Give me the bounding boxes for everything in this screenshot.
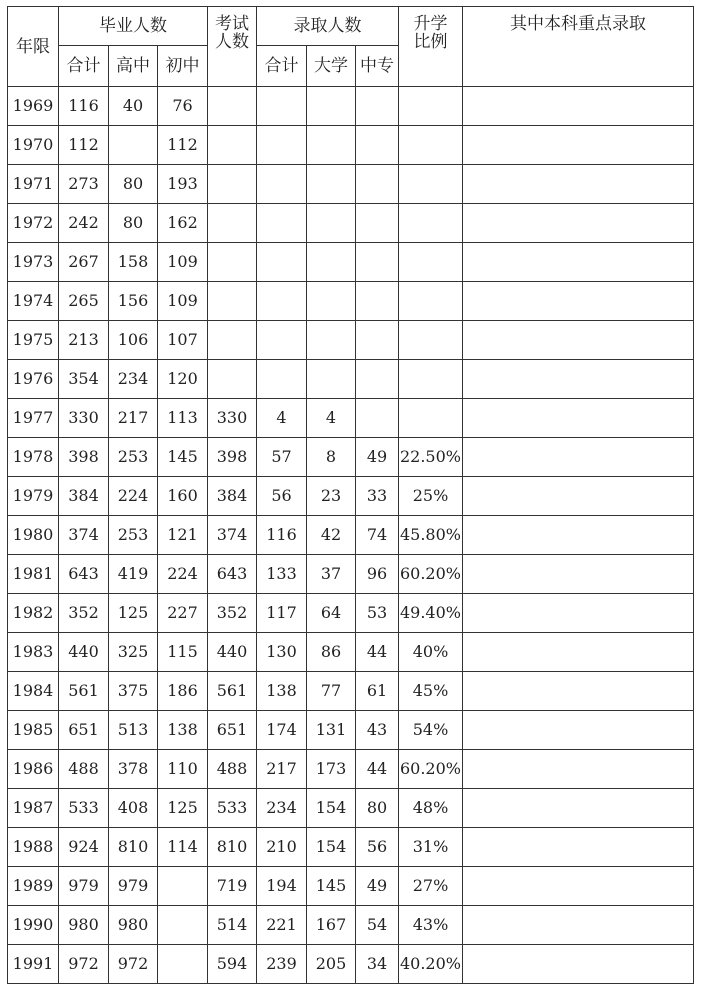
key-admission-cell — [463, 711, 694, 750]
grad-junior-cell: 145 — [158, 438, 208, 477]
header-exam-count — [208, 7, 257, 87]
table-row — [8, 555, 694, 594]
ratio-cell: 60.20% — [399, 555, 463, 594]
grad-senior-cell: 80 — [109, 165, 158, 204]
adm-total-cell: 138 — [257, 672, 307, 711]
ratio-cell: 43% — [399, 906, 463, 945]
key-admission-cell — [463, 282, 694, 321]
grad-senior-cell: 106 — [109, 321, 158, 360]
adm-university-cell — [307, 360, 356, 399]
adm-vocational-cell — [356, 321, 399, 360]
exam-count-cell: 514 — [208, 906, 257, 945]
ratio-cell: 45.80% — [399, 516, 463, 555]
adm-vocational-cell — [356, 360, 399, 399]
year-cell: 1989 — [8, 867, 59, 906]
grad-total-cell: 265 — [59, 282, 109, 321]
table-row — [8, 828, 694, 867]
adm-total-cell: 217 — [257, 750, 307, 789]
grad-junior-cell: 112 — [158, 126, 208, 165]
grad-total-cell: 384 — [59, 477, 109, 516]
exam-count-cell — [208, 243, 257, 282]
exam-count-cell: 440 — [208, 633, 257, 672]
adm-vocational-cell — [356, 399, 399, 438]
grad-junior-cell: 193 — [158, 165, 208, 204]
grad-senior-cell: 217 — [109, 399, 158, 438]
grad-total-cell: 980 — [59, 906, 109, 945]
table-row — [8, 282, 694, 321]
year-cell: 1977 — [8, 399, 59, 438]
adm-vocational-cell: 61 — [356, 672, 399, 711]
key-admission-cell — [463, 399, 694, 438]
ratio-cell: 49.40% — [399, 594, 463, 633]
exam-count-cell: 488 — [208, 750, 257, 789]
grad-junior-cell: 138 — [158, 711, 208, 750]
exam-count-cell: 384 — [208, 477, 257, 516]
grad-total-cell: 116 — [59, 87, 109, 126]
adm-university-cell: 154 — [307, 789, 356, 828]
year-cell: 1974 — [8, 282, 59, 321]
exam-count-cell — [208, 360, 257, 399]
table-row — [8, 672, 694, 711]
adm-university-cell — [307, 165, 356, 204]
grad-senior-cell: 80 — [109, 204, 158, 243]
table-row — [8, 438, 694, 477]
grad-junior-cell: 109 — [158, 243, 208, 282]
grad-senior-cell: 375 — [109, 672, 158, 711]
adm-university-cell — [307, 321, 356, 360]
table-row — [8, 906, 694, 945]
adm-vocational-cell: 49 — [356, 438, 399, 477]
table-row — [8, 126, 694, 165]
grad-junior-cell — [158, 906, 208, 945]
grad-junior-cell — [158, 945, 208, 984]
grad-total-cell: 354 — [59, 360, 109, 399]
header-row-1 — [8, 7, 694, 46]
adm-university-cell: 145 — [307, 867, 356, 906]
adm-university-cell — [307, 126, 356, 165]
ratio-cell: 45% — [399, 672, 463, 711]
adm-university-cell: 23 — [307, 477, 356, 516]
exam-count-cell: 330 — [208, 399, 257, 438]
adm-university-cell: 8 — [307, 438, 356, 477]
table-row — [8, 360, 694, 399]
adm-vocational-cell: 56 — [356, 828, 399, 867]
table-row — [8, 711, 694, 750]
key-admission-cell — [463, 750, 694, 789]
header-year: 年限 — [8, 7, 59, 87]
ratio-cell — [399, 243, 463, 282]
adm-university-cell: 131 — [307, 711, 356, 750]
grad-junior-cell: 120 — [158, 360, 208, 399]
header-ratio-line2: 比例 — [413, 32, 448, 52]
adm-vocational-cell: 53 — [356, 594, 399, 633]
header-exam-line2: 人数 — [215, 32, 249, 52]
key-admission-cell — [463, 126, 694, 165]
year-cell: 1982 — [8, 594, 59, 633]
grad-senior-cell: 125 — [109, 594, 158, 633]
grad-total-cell: 924 — [59, 828, 109, 867]
header-adm-university: 大学 — [307, 46, 356, 87]
ratio-cell: 40.20% — [399, 945, 463, 984]
adm-vocational-cell — [356, 126, 399, 165]
adm-vocational-cell — [356, 87, 399, 126]
header-ratio — [399, 7, 463, 87]
grad-junior-cell: 186 — [158, 672, 208, 711]
table-row — [8, 321, 694, 360]
ratio-cell: 40% — [399, 633, 463, 672]
adm-university-cell: 77 — [307, 672, 356, 711]
key-admission-cell — [463, 360, 694, 399]
grad-total-cell: 561 — [59, 672, 109, 711]
ratio-cell: 22.50% — [399, 438, 463, 477]
adm-university-cell — [307, 87, 356, 126]
adm-university-cell: 173 — [307, 750, 356, 789]
grad-junior-cell: 160 — [158, 477, 208, 516]
table-row — [8, 204, 694, 243]
ratio-cell: 48% — [399, 789, 463, 828]
adm-vocational-cell: 34 — [356, 945, 399, 984]
year-cell: 1987 — [8, 789, 59, 828]
key-admission-cell — [463, 789, 694, 828]
adm-total-cell: 174 — [257, 711, 307, 750]
key-admission-cell — [463, 243, 694, 282]
adm-vocational-cell: 44 — [356, 750, 399, 789]
adm-total-cell — [257, 360, 307, 399]
grad-total-cell: 440 — [59, 633, 109, 672]
grad-junior-cell: 110 — [158, 750, 208, 789]
grad-senior-cell: 40 — [109, 87, 158, 126]
adm-vocational-cell: 80 — [356, 789, 399, 828]
table-row — [8, 633, 694, 672]
year-cell: 1969 — [8, 87, 59, 126]
key-admission-cell — [463, 672, 694, 711]
exam-count-cell — [208, 321, 257, 360]
header-adm-vocational: 中专 — [356, 46, 399, 87]
year-cell: 1988 — [8, 828, 59, 867]
adm-vocational-cell: 33 — [356, 477, 399, 516]
adm-total-cell: 221 — [257, 906, 307, 945]
adm-vocational-cell: 96 — [356, 555, 399, 594]
year-cell: 1970 — [8, 126, 59, 165]
adm-total-cell: 234 — [257, 789, 307, 828]
exam-count-cell: 810 — [208, 828, 257, 867]
grad-junior-cell — [158, 867, 208, 906]
grad-junior-cell: 114 — [158, 828, 208, 867]
adm-total-cell: 116 — [257, 516, 307, 555]
adm-vocational-cell — [356, 243, 399, 282]
adm-vocational-cell: 54 — [356, 906, 399, 945]
grad-junior-cell: 162 — [158, 204, 208, 243]
grad-total-cell: 330 — [59, 399, 109, 438]
header-grad-junior: 初中 — [158, 46, 208, 87]
header-adm-total: 合计 — [257, 46, 307, 87]
exam-count-cell — [208, 165, 257, 204]
adm-total-cell — [257, 282, 307, 321]
grad-total-cell: 352 — [59, 594, 109, 633]
year-cell: 1971 — [8, 165, 59, 204]
grad-senior-cell: 408 — [109, 789, 158, 828]
header-grad-senior: 高中 — [109, 46, 158, 87]
year-cell: 1991 — [8, 945, 59, 984]
adm-university-cell: 86 — [307, 633, 356, 672]
header-ratio-line1: 升学 — [413, 14, 448, 34]
adm-vocational-cell — [356, 282, 399, 321]
adm-total-cell: 239 — [257, 945, 307, 984]
year-cell: 1975 — [8, 321, 59, 360]
grad-total-cell: 374 — [59, 516, 109, 555]
year-cell: 1978 — [8, 438, 59, 477]
adm-vocational-cell: 74 — [356, 516, 399, 555]
grad-senior-cell: 810 — [109, 828, 158, 867]
table-row — [8, 594, 694, 633]
table-row — [8, 867, 694, 906]
header-admitted: 录取人数 — [257, 7, 399, 46]
table-row — [8, 165, 694, 204]
grad-junior-cell: 125 — [158, 789, 208, 828]
grad-total-cell: 213 — [59, 321, 109, 360]
grad-junior-cell: 107 — [158, 321, 208, 360]
adm-university-cell: 64 — [307, 594, 356, 633]
grad-senior-cell: 419 — [109, 555, 158, 594]
exam-count-cell — [208, 87, 257, 126]
key-admission-cell — [463, 321, 694, 360]
adm-vocational-cell: 44 — [356, 633, 399, 672]
grad-senior-cell: 224 — [109, 477, 158, 516]
key-admission-cell — [463, 516, 694, 555]
adm-vocational-cell: 49 — [356, 867, 399, 906]
header-graduates: 毕业人数 — [59, 7, 208, 46]
year-cell: 1981 — [8, 555, 59, 594]
exam-count-cell — [208, 126, 257, 165]
key-admission-cell — [463, 906, 694, 945]
table-row — [8, 87, 694, 126]
key-admission-cell — [463, 204, 694, 243]
year-cell: 1976 — [8, 360, 59, 399]
key-admission-cell — [463, 828, 694, 867]
adm-university-cell: 154 — [307, 828, 356, 867]
year-cell: 1980 — [8, 516, 59, 555]
exam-count-cell: 398 — [208, 438, 257, 477]
table-row — [8, 243, 694, 282]
grad-senior-cell: 325 — [109, 633, 158, 672]
adm-total-cell: 133 — [257, 555, 307, 594]
table-row — [8, 399, 694, 438]
adm-university-cell: 42 — [307, 516, 356, 555]
grad-junior-cell: 109 — [158, 282, 208, 321]
grad-junior-cell: 76 — [158, 87, 208, 126]
grad-total-cell: 643 — [59, 555, 109, 594]
adm-total-cell — [257, 204, 307, 243]
grad-junior-cell: 224 — [158, 555, 208, 594]
ratio-cell — [399, 87, 463, 126]
grad-total-cell: 273 — [59, 165, 109, 204]
adm-university-cell — [307, 282, 356, 321]
exam-count-cell: 533 — [208, 789, 257, 828]
year-cell: 1984 — [8, 672, 59, 711]
grad-total-cell: 972 — [59, 945, 109, 984]
header-grad-total: 合计 — [59, 46, 109, 87]
table-row — [8, 945, 694, 984]
key-admission-cell — [463, 594, 694, 633]
adm-vocational-cell — [356, 204, 399, 243]
key-admission-cell — [463, 633, 694, 672]
year-cell: 1972 — [8, 204, 59, 243]
adm-total-cell — [257, 87, 307, 126]
grad-senior-cell: 253 — [109, 438, 158, 477]
exam-count-cell: 651 — [208, 711, 257, 750]
table-row — [8, 750, 694, 789]
adm-vocational-cell — [356, 165, 399, 204]
grad-total-cell: 651 — [59, 711, 109, 750]
adm-total-cell: 4 — [257, 399, 307, 438]
adm-vocational-cell: 43 — [356, 711, 399, 750]
ratio-cell: 25% — [399, 477, 463, 516]
adm-total-cell: 130 — [257, 633, 307, 672]
grad-junior-cell: 121 — [158, 516, 208, 555]
ratio-cell — [399, 126, 463, 165]
table-row — [8, 477, 694, 516]
year-cell: 1973 — [8, 243, 59, 282]
key-admission-cell — [463, 555, 694, 594]
adm-university-cell: 167 — [307, 906, 356, 945]
year-cell: 1979 — [8, 477, 59, 516]
exam-count-cell: 594 — [208, 945, 257, 984]
grad-senior-cell: 253 — [109, 516, 158, 555]
ratio-cell: 54% — [399, 711, 463, 750]
exam-count-cell: 643 — [208, 555, 257, 594]
adm-university-cell — [307, 204, 356, 243]
exam-count-cell: 561 — [208, 672, 257, 711]
grad-total-cell: 488 — [59, 750, 109, 789]
grad-senior-cell: 980 — [109, 906, 158, 945]
exam-count-cell: 719 — [208, 867, 257, 906]
table-body — [8, 87, 694, 984]
enrollment-table — [7, 6, 694, 984]
year-cell: 1985 — [8, 711, 59, 750]
adm-total-cell — [257, 243, 307, 282]
grad-senior-cell: 513 — [109, 711, 158, 750]
adm-university-cell — [307, 243, 356, 282]
ratio-cell — [399, 204, 463, 243]
adm-total-cell: 194 — [257, 867, 307, 906]
grad-total-cell: 533 — [59, 789, 109, 828]
ratio-cell: 27% — [399, 867, 463, 906]
year-cell: 1983 — [8, 633, 59, 672]
adm-total-cell — [257, 126, 307, 165]
key-admission-cell — [463, 165, 694, 204]
ratio-cell — [399, 360, 463, 399]
header-exam-line1: 考试 — [215, 14, 249, 34]
grad-junior-cell: 115 — [158, 633, 208, 672]
grad-senior-cell: 156 — [109, 282, 158, 321]
ratio-cell: 60.20% — [399, 750, 463, 789]
ratio-cell — [399, 165, 463, 204]
grad-senior-cell: 972 — [109, 945, 158, 984]
adm-university-cell: 4 — [307, 399, 356, 438]
grad-total-cell: 112 — [59, 126, 109, 165]
table-row — [8, 789, 694, 828]
year-cell: 1990 — [8, 906, 59, 945]
grad-junior-cell: 113 — [158, 399, 208, 438]
grad-total-cell: 398 — [59, 438, 109, 477]
adm-total-cell: 57 — [257, 438, 307, 477]
adm-university-cell: 205 — [307, 945, 356, 984]
adm-university-cell: 37 — [307, 555, 356, 594]
header-key-admission: 其中本科重点录取 — [463, 7, 694, 87]
key-admission-cell — [463, 438, 694, 477]
ratio-cell — [399, 321, 463, 360]
exam-count-cell: 374 — [208, 516, 257, 555]
grad-senior-cell: 378 — [109, 750, 158, 789]
exam-count-cell — [208, 204, 257, 243]
ratio-cell: 31% — [399, 828, 463, 867]
grad-senior-cell — [109, 126, 158, 165]
key-admission-cell — [463, 87, 694, 126]
ratio-cell — [399, 399, 463, 438]
adm-total-cell — [257, 165, 307, 204]
adm-total-cell: 210 — [257, 828, 307, 867]
ratio-cell — [399, 282, 463, 321]
grad-senior-cell: 234 — [109, 360, 158, 399]
exam-count-cell — [208, 282, 257, 321]
year-cell: 1986 — [8, 750, 59, 789]
adm-total-cell: 56 — [257, 477, 307, 516]
grad-total-cell: 242 — [59, 204, 109, 243]
adm-total-cell — [257, 321, 307, 360]
key-admission-cell — [463, 477, 694, 516]
key-admission-cell — [463, 867, 694, 906]
grad-senior-cell: 158 — [109, 243, 158, 282]
key-admission-cell — [463, 945, 694, 984]
grad-total-cell: 979 — [59, 867, 109, 906]
grad-senior-cell: 979 — [109, 867, 158, 906]
grad-total-cell: 267 — [59, 243, 109, 282]
table-row — [8, 516, 694, 555]
grad-junior-cell: 227 — [158, 594, 208, 633]
exam-count-cell: 352 — [208, 594, 257, 633]
adm-total-cell: 117 — [257, 594, 307, 633]
